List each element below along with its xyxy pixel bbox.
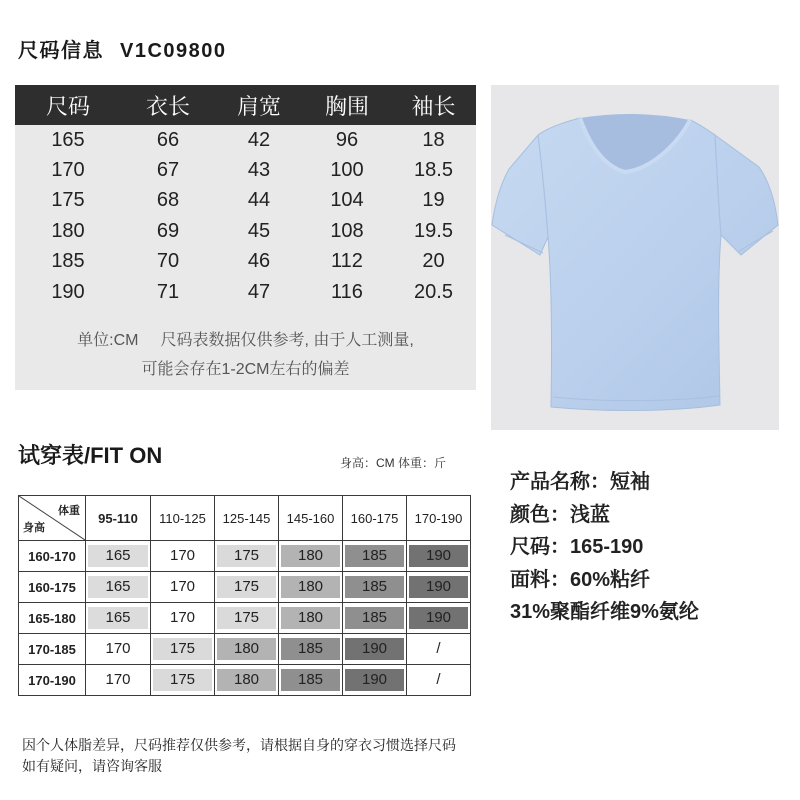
height-range-label: 170-185 (19, 634, 86, 665)
fit-table-cell (407, 541, 471, 572)
size-table-cell-shoulder: 45 (247, 219, 271, 242)
size-table-cell-sleeve: 19.5 (414, 219, 453, 242)
fit-table-cell (279, 541, 343, 572)
fit-table-row (19, 572, 471, 603)
fit-table-cell (343, 665, 407, 696)
product-fabric-line1: 面料：60%粘纤 (510, 568, 651, 591)
recommended-size: 170 (153, 576, 212, 598)
fit-table-row (19, 541, 471, 572)
size-table-row (15, 277, 476, 307)
weight-range-header: 145-160 (279, 496, 343, 541)
fit-table-corner (19, 496, 86, 541)
fit-table-cell (151, 572, 215, 603)
height-range-label: 165-180 (19, 603, 86, 634)
fit-table-cell (215, 572, 279, 603)
size-table-cell-size: 170 (51, 159, 85, 182)
recommended-size: 180 (217, 638, 276, 660)
weight-range-header: 95-110 (86, 496, 151, 541)
fit-table-cell (279, 665, 343, 696)
t-shirt-icon (491, 85, 779, 430)
size-table (15, 85, 476, 390)
size-table-cell-size: 165 (51, 128, 85, 151)
recommended-size: 170 (88, 669, 148, 691)
product-fabric-line2: 31%聚酯纤维9%氨纶 (510, 601, 699, 623)
height-range-label: 160-170 (19, 541, 86, 572)
recommended-size: 175 (153, 638, 212, 660)
height-range-label: 170-190 (19, 665, 86, 696)
fit-table-cell (215, 665, 279, 696)
size-table-cell-length: 67 (156, 159, 180, 182)
fit-table-cell (151, 541, 215, 572)
footer-line1: 因个人体脂差异，尺码推荐仅供参考，请根据自身的穿衣习惯选择尺码 (22, 737, 456, 753)
size-table-body (15, 125, 476, 307)
footer-line2: 如有疑问，请咨询客服 (22, 758, 162, 774)
recommended-size: 190 (409, 576, 468, 598)
recommended-size: 185 (345, 545, 404, 567)
size-table-cell-sleeve: 20.5 (414, 280, 453, 303)
fit-table-cell (279, 572, 343, 603)
recommended-size: 190 (345, 669, 404, 691)
size-table-col-sleeve: 袖长 (411, 93, 456, 119)
corner-weight-label: 体重 (58, 505, 80, 517)
size-table-cell-chest: 104 (330, 189, 364, 212)
weight-range-header: 125-145 (215, 496, 279, 541)
recommended-size: 180 (281, 545, 340, 567)
fit-table-cell (151, 665, 215, 696)
size-table-row (15, 125, 476, 155)
size-table-row (15, 247, 476, 277)
height-range-label: 160-175 (19, 572, 86, 603)
product-size-range: 尺码：165-190 (510, 536, 644, 558)
size-table-col-length: 衣长 (145, 93, 190, 119)
recommended-size: 165 (88, 545, 148, 567)
fit-table-cell (151, 634, 215, 665)
size-table-cell-size: 175 (51, 189, 85, 212)
recommended-size: 185 (281, 638, 340, 660)
disclaimer-line2: 可能会存在1-2CM左右的偏差 (141, 361, 350, 378)
fit-table (18, 495, 471, 696)
recommended-size: 175 (153, 669, 212, 691)
fit-table-cell (279, 603, 343, 634)
size-table-cell-size: 180 (51, 219, 85, 242)
fit-table-body (19, 541, 471, 696)
size-table-note-line1 (15, 326, 476, 355)
recommended-size: 180 (217, 669, 276, 691)
size-table-cell-sleeve: 18 (422, 128, 445, 151)
size-table-cell-length: 70 (156, 250, 180, 273)
recommended-size: 190 (409, 607, 468, 629)
fit-table-cell (343, 634, 407, 665)
fit-table-row (19, 665, 471, 696)
fit-table-cell (407, 572, 471, 603)
fit-table-cell (86, 665, 151, 696)
recommended-size: 175 (217, 576, 276, 598)
fit-table-cell (407, 665, 471, 696)
fit-table-title: 试穿表/FIT ON (18, 443, 163, 468)
size-table-cell-shoulder: 43 (247, 159, 271, 182)
size-table-cell-shoulder: 44 (247, 189, 271, 212)
size-table-cell-chest: 112 (331, 250, 363, 273)
fit-table-cell (279, 634, 343, 665)
page-title (18, 38, 227, 64)
size-table-header (15, 85, 476, 125)
product-color: 颜色：浅蓝 (510, 503, 610, 526)
size-table-cell-length: 66 (156, 128, 180, 151)
recommended-size: 170 (88, 638, 148, 660)
fit-table-cell (407, 634, 471, 665)
fit-table-header (19, 496, 471, 541)
weight-range-header: 160-175 (343, 496, 407, 541)
product-name: 产品名称：短袖 (510, 471, 650, 493)
recommended-size: 175 (217, 545, 276, 567)
fit-table-cell (86, 541, 151, 572)
unit-note: 单位:CM (77, 332, 139, 349)
weight-range-header: 110-125 (151, 496, 215, 541)
recommended-size: 180 (281, 576, 340, 598)
recommended-size: 170 (153, 607, 212, 629)
size-table-col-chest: 胸围 (324, 93, 369, 119)
size-table-cell-sleeve: 18.5 (414, 159, 453, 182)
fit-table-cell (151, 603, 215, 634)
footer-note (22, 735, 722, 777)
recommended-size: 165 (88, 576, 148, 598)
size-table-cell-length: 69 (156, 219, 180, 242)
size-table-row (15, 216, 476, 246)
recommended-size: 190 (345, 638, 404, 660)
recommended-size: 165 (88, 607, 148, 629)
size-table-cell-shoulder: 47 (247, 280, 271, 303)
weight-range-header: 170-190 (407, 496, 471, 541)
size-table-cell-size: 185 (51, 250, 85, 273)
recommended-size: 190 (409, 545, 468, 567)
recommended-size: 185 (345, 576, 404, 598)
fit-table-row (19, 634, 471, 665)
page-title-text: 尺码信息 (18, 40, 104, 62)
fit-table-cell (215, 634, 279, 665)
size-table-cell-shoulder: 42 (247, 128, 271, 151)
fit-table-cell (343, 541, 407, 572)
product-info (510, 466, 790, 629)
fit-table-cell (343, 572, 407, 603)
size-table-cell-length: 71 (156, 280, 180, 303)
fit-table-cell (86, 572, 151, 603)
recommended-size: 185 (345, 607, 404, 629)
recommended-size: 185 (281, 669, 340, 691)
size-table-cell-chest: 96 (335, 128, 359, 151)
fit-table-cell (215, 541, 279, 572)
size-table-cell-size: 190 (51, 280, 85, 303)
size-table-cell-chest: 108 (330, 219, 364, 242)
size-table-cell-chest: 100 (330, 159, 364, 182)
recommended-size: / (409, 638, 468, 660)
size-table-cell-chest: 116 (331, 280, 363, 303)
size-table-cell-shoulder: 46 (247, 250, 271, 273)
recommended-size: / (409, 669, 468, 691)
size-table-cell-sleeve: 19 (422, 189, 445, 212)
product-code: V1C09800 (120, 40, 227, 62)
fit-table-row (19, 603, 471, 634)
fit-table-cell (407, 603, 471, 634)
fit-table-cell (86, 603, 151, 634)
size-table-cell-length: 68 (156, 189, 180, 212)
size-table-row (15, 155, 476, 185)
recommended-size: 170 (153, 545, 212, 567)
fit-table-cell (215, 603, 279, 634)
fit-table-cell (86, 634, 151, 665)
size-table-cell-sleeve: 20 (422, 250, 445, 273)
disclaimer-line1: 尺码表数据仅供参考, 由于人工测量, (160, 332, 414, 349)
size-table-col-shoulder: 肩宽 (236, 93, 281, 119)
size-table-note (15, 326, 476, 384)
recommended-size: 175 (217, 607, 276, 629)
size-table-row (15, 186, 476, 216)
size-table-col-size: 尺码 (45, 93, 90, 119)
corner-height-label: 身高 (23, 522, 45, 534)
recommended-size: 180 (281, 607, 340, 629)
product-image (491, 85, 779, 430)
fit-table-cell (343, 603, 407, 634)
fit-table-units: 身高：CM 体重：斤 (340, 456, 446, 470)
